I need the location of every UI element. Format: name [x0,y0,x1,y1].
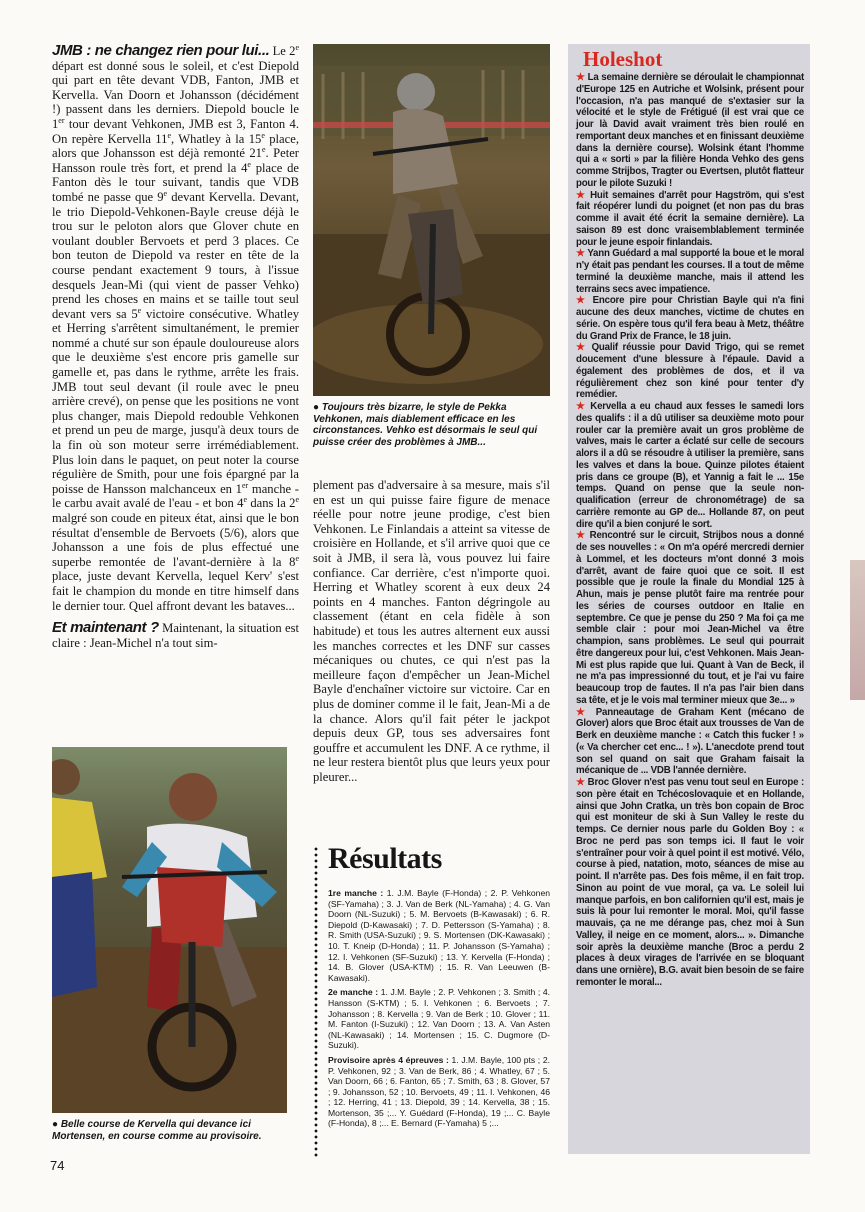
motocross-rider-illustration [313,44,550,396]
star-icon: ★ [576,295,588,307]
holeshot-item: ★ Rencontré sur le circuit, Strijbos nous a donné de ses nouvelles : « On m'a opéré mercredi dernier à Lommel, et les docteurs m'ont donné 3 mois d'arrêt, avant de faire quoi que ce soit. Il est possible que je roule la finale du Mondial 125 à Ahun, mais je pense plutôt faire ma rentrée pour les séries de courses outdoor en Italie en septembre. Ce que je pense du 250 ? Ma foi ça me semble clair : pour moi Jean-Michel va être champion, sans problèmes. Le seul qui pourrait être dangereux pour lui, c'est Vehkonen. Mais Jean-Mi est plus rapide que lui. Quant à Van de Beck, il ne m'a pas impressionné du tout, et je l'ai vu faire beaucoup trop de fautes. Il n'a pas l'air bien dans sa tête, et je le vois mal terminer mieux que 3e... » [576,530,804,706]
holeshot-body [576,72,804,989]
article-left-column: JMB : ne changez rien pour lui... Le 2e départ est donné sous le soleil, et c'est Diepold qui part en tête devant VDB, Fanton, JMB et Kervella. Van Doorn et Johansson (décidément !) passent dans les derniers. Diepold boucle le 1er tour devant Vehkonen, JMB est 3, Fanton 4. On repère Kervella 11e, Whatley à la 15e place, alors que Johansson est déjà remonté 21e. Peter Hansson roule très fort, et prend la 4e place de Fanton dès le tour suivant, tandis que VDB tombé ne passe que 9e devant Kervella. Devant, le trio Diepold-Vehkonen-Bayle creuse déjà le trou sur le peloton alors que Glover chute en voulant doubler Bervoets et perd 3 places. Ce bon teuton de Diepold va rester en tête de la course pendant exactement 9 tours, à l'issue desquels Jean-Mi (qui vient de passer Vehko) prend les choses en mains et se taille tout seul devant vers sa 5e victoire consécutive. Whatley et Herring s'arrêtent simultanément, le premier nommé a chuté sur son épaule douloureuse alors que le deuxième s'est encore pris gamelle sur gamelle et, pas dans le rythme, arrête les frais. JMB tout seul devant (il roule avec le pneu arrière crevé), on pense que les positions ne vont plus changer, mais Diepold redouble Vehkonen et prend un peu de marge, jusqu'à deux tours de la fin où son moteur serre irrémédiablement. Plus loin dans le paquet, on peut noter la course régulière de Smith, pour une fois épargné par la poisse de Hansson malchanceux en 1er manche - le carbu avait avalé de l'eau - et bon 4e dans la 2e malgré son coude en piteux état, ainsi que le bon résultat d'ensemble de Bervoets (5/6), alors que Johansson a une fois de plus effectué une superbe remontée de l'avant-dernière à la 8e place, juste devant Kervella, lequel Kerv' s'est fait le champion du monde en titre himself dans le dernier tour. Quel affront devant les bataves... Et maintenant ? Maintenant, la situation est claire : Jean-Michel n'a tout sim- [52,42,300,650]
bullet-icon: ● [313,402,320,413]
holeshot-item: ★ La semaine dernière se déroulait le championnat d'Europe 125 en Autriche et Wolsink, présent pour l'occasion, n'a pas manqué de s'extasier sur la vélocité et le style de Frétigué (il est vrai que ce jour là David avait vraiment très bien roulé en remportant deux manches et en finissant deuxième dans la dernière course). Wolsink étant l'homme qui a « sorti » par la filière Honda Vehko des gens comme Strijbos, Tragter ou Evertsen, plutôt flatteur pour le pilote Suzuki ! [576,72,805,189]
star-icon: ★ [576,777,585,788]
results-provisoire: Provisoire après 4 épreuves : 1. J.M. Bayle, 100 pts ; 2. P. Vehkonen, 92 ; 3. Van de Berk, 86 ; 4. Whatley, 67 ; 5. Van Doorn, 66 ; 6. Fanton, 65 ; 7. Smith, 63 ; 8. Glover, 57 ; 9. Johansson, 52 ; 10. Bervoets, 49 ; 11. I. Vehkonen, 46 ; 12. Herring, 41 ; 13. Diepold, 39 ; 14. Kervella, 38 ; 15. Mortenson, 35 ;... Y. Guédard (F-Honda), 19 ;... C. Bayle (F-Honda), 8 ;... E. Bernard (F-Yamaha) 5 ;... [328,1054,550,1129]
holeshot-item: ★ Broc Glover n'est pas venu tout seul en Europe : son père était en Tchécoslovaquie et en Hollande, ainsi que John Cratka, un très bon copain de Broc qui est moniteur de ski à Sun Valley le reste du temps. Ce dernier nous parle du Golden Boy : « Broc ne perd pas son temps ici. Il faut le voir s'entraîner pour voir à quel point il est motivé. Vélo, course à pied, natation, moto, séances de mise au point. Il n'arrête pas. Des fois même, il en fait trop. Sinon au point de vue moral, ça va. Le soleil lui manque parfois, en bon californien qu'il est, mais je suis là pour lui remonter le moral. Moi, qu'il fasse mauvais, ça ne me dérange pas, chez moi à Sun Valley, il neige en ce moment, alors... ». Dimanche soir après la deuxième manche (Broc a perdu 2 places à deux virages de l'arrivée en se bloquant dans une ornière), B.G. avait bien besoin de se faire remonter le moral... [576,777,805,988]
motocross-riders-illustration [52,747,287,1113]
star-icon: ★ [576,401,587,412]
photo-caption-top: ● Toujours très bizarre, le style de Pekka Vehkonen, mais diablement efficace en les circonstances. Vehko est désormais le seul qui puisse créer des problèmes à JMB... [313,402,538,448]
star-icon: ★ [576,706,590,718]
photo-caption-left: ● Belle course de Kervella qui devance ici Mortensen, en course comme au provisoire. [52,1119,262,1142]
results-manche-1: 1re manche : 1. J.M. Bayle (F-Honda) ; 2. P. Vehkonen (SF-Yamaha) ; 3. J. Van de Berk (NL-Yamaha) ; 4. G. Van Doorn (NL-Suzuki) ; 5. M. Bervoets (B-Kawasaki) ; 6. R. Diepold (D-Kawasaki) ; 7. D. Pettersson (S-Yamaha) ; 8. R. Smith (USA-Suzuki) ; 9. S. Mortensen (DK-Kawasaki) ; 10. T. Kneip (D-Honda) ; 11. P. Johansson (S-Yamaha) ; 12. I. Vehkonen (SF-Suzuki) ; 13. Y. Kervella (F-Honda) ; 14. B. Glover (USA-KTM) ; 15. R. Van Leeuwen (B-Kawasaki). [328,888,550,983]
star-icon: ★ [576,342,587,354]
holeshot-item: ★ Encore pire pour Christian Bayle qui n'a fini aucune des deux manches, victime de chutes en série. On espère tous qu'il fera beau à Metz, théâtre du Grand Prix de France, le 18 juin. [576,295,804,342]
holeshot-item: ★ Yann Guédard a mal supporté la boue et le moral n'y était pas pendant les courses. Il a tout de même terminé la deuxième manche, mais il attend les terrains secs avec impatience. [576,248,805,295]
results-dotted-border [313,846,319,1158]
holeshot-item: ★ Qualif réussie pour David Trigo, qui se remet doucement d'une blessure à l'épaule. David a également des problèmes de dos, et il va régulièrement chez son kiné pour tenter d'y remédier. [576,342,804,401]
section-lead-maintenant: Et maintenant ? [52,619,159,637]
adjacent-page-edge [850,560,865,700]
article-middle-column: plement pas d'adversaire à sa mesure, mais s'il en est un qui puisse faire figure de menace réelle pour notre jeune prodige, c'est bien Vehkonen. Le Finlandais a atteint sa vitesse de croisière en Hollande, et s'il arrive quoi que ce soit à JMB, il sera là, vous pouvez lui faire confiance. Car derrière, c'est n'importe quoi. Herring et Whatley scorent à eux deux 24 points en 4 manches. Fanton dégringole au classement (étant en cela fidèle à son habitude) et tous les autres alternent eux aussi les manches correctes et les DNF sur casses mécaniques ou chutes, ce qui n'est pas la meilleure façon d'empêcher un Jean-Michel Bayle d'enchaîner victoire sur victoire. Car en plus de dominer comme il le fait, Jean-Mi a de la chance. Alors qu'il fait péter le jackpot depuis deux GP, tous ses adversaires font gouffre et accumulent les DNF. A ce rythme, il ne leur restera bientôt plus que leurs yeux pour pleurer... [313,478,550,784]
holeshot-item: ★ Panneautage de Graham Kent (mécano de Glover) alors que Broc était aux trousses de Van de Berk en deuxième manche : « Catch this fucker ! » (« Va chercher cet enc... ! »). L'anecdote prend tout son sel quand on sait que Graham faisait la mécanique de ... VDB l'année dernière. [576,706,805,777]
photo-vehkonen [313,44,550,396]
star-icon: ★ [576,248,585,260]
holeshot-item: ★ Kervella a eu chaud aux fesses le samedi lors des qualifs : il a dû utiliser sa deuxième moto pour rouler car la première avait un gros problème de valves, mais le carter a éclaté sur celle de secours alors il a dû se résoudre à utiliser la première, sans les valves et dans la boue. Quinze pilotes étaient pris dans ce groupe (B), et Yannig a fait le ... 15e temps. Quand on pense que la seule non-qualification (erreur de chronométrage) de sa carrière remonte au GP de... Hollande 87, on peut dire qu'il a bien conjuré le sort. [576,401,804,530]
star-icon: ★ [576,189,587,201]
holeshot-title: Holeshot [583,47,663,71]
holeshot-item: ★ Huit semaines d'arrêt pour Hagström, qui s'est fait réopérer lundi du poignet (et non pas du bras comme il avait été écrit la semaine dernière). La saison 89 est donc vraisemblablement terminée pour le jeune espoir finlandais. [576,189,804,248]
bullet-icon: ● [52,1119,59,1130]
photo-kervella [52,747,287,1113]
star-icon: ★ [576,72,585,83]
results-title: Résultats [328,842,442,875]
results-manche-2: 2e manche : 1. J.M. Bayle ; 2. P. Vehkonen ; 3. Smith ; 4. Hansson (S-KTM) ; 5. I. Vehkonen ; 6. Bervoets ; 7. Johansson ; 8. Kervella ; 9. Van de Berk ; 10. Glover ; 11. M. Fanton (I-Suzuki) ; 12. Van Doorn ; 13. A. Van Asten (NL-Kawasaki) ; 14. Mortensen ; 15. C. Dugmore (D-Suzuki). [328,987,550,1051]
section-lead-jmb: JMB : ne changez rien pour lui... [52,42,270,59]
results-body [328,888,550,1133]
page-number: 74 [50,1158,65,1173]
star-icon: ★ [576,530,586,542]
